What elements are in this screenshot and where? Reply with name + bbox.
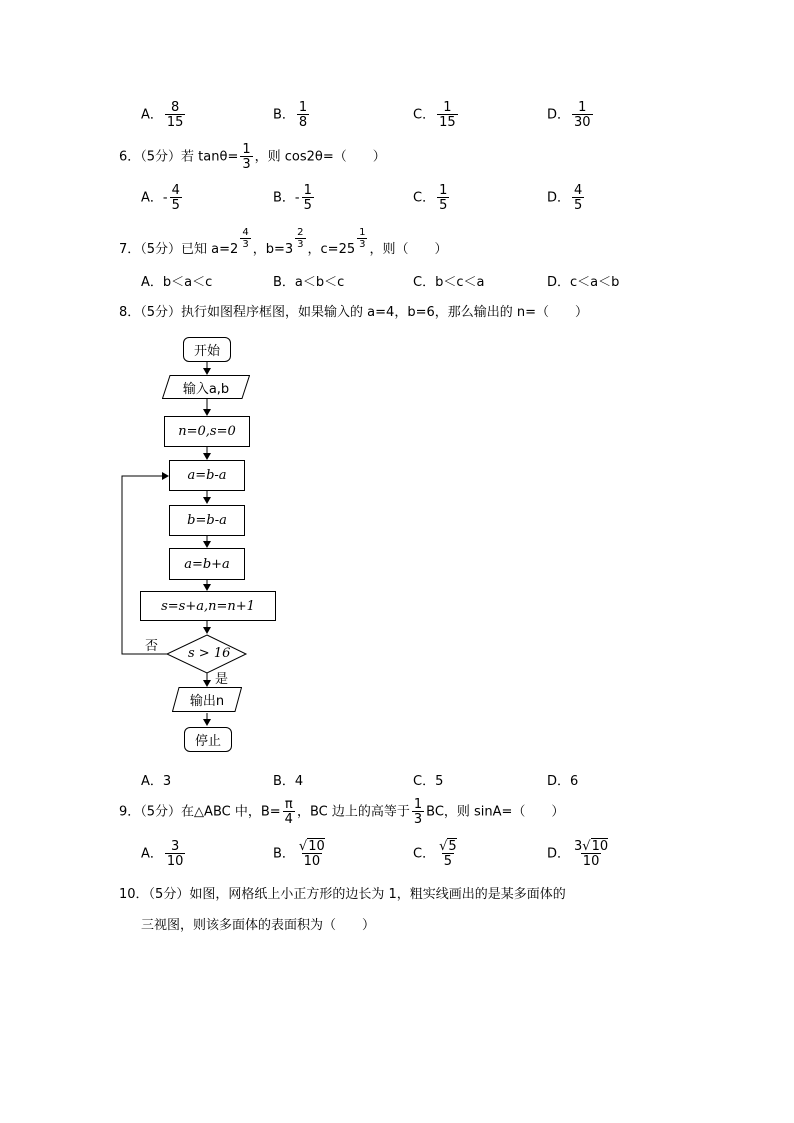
- q7-option-b: B．a＜b＜c: [273, 275, 345, 290]
- fraction: $\frac{√10}{10}$: [298, 839, 325, 869]
- flowchart-step-2: b=b-a: [169, 505, 245, 536]
- q5-option-d: D． $\frac{1}{30}$: [547, 100, 591, 130]
- q10-stem-line-1: 10．（5分）如图，网格纸上小正方形的边长为 1，粗实线画出的是某多面体的: [119, 887, 566, 902]
- fraction: $\frac{\pi}{4}$: [284, 797, 293, 827]
- q8-stem: 8．（5分）执行如图程序框图，如果输入的 a=4，b=6，那么输出的 n=（ ）: [119, 305, 588, 320]
- exponent: $\frac{4}{3}$: [242, 227, 249, 250]
- q5-option-b: B． $\frac{1}{8}$: [273, 100, 308, 130]
- flowchart-init: n=0,s=0: [164, 416, 250, 447]
- flowchart-yes-label: 是: [215, 672, 229, 687]
- flowchart-input: 输入a,b: [162, 375, 250, 399]
- q8-option-d: D．6: [547, 774, 579, 789]
- exponent: $\frac{1}{3}$: [359, 227, 366, 250]
- q9-option-a: A． $\frac{3}{10}$: [141, 839, 184, 869]
- q7-option-c: C．b＜c＜a: [413, 275, 485, 290]
- q7-stem: 7．（5分）已知 a=2 $\frac{4}{3}$ ，b=3 $\frac{2}{3}$ ，c=25 $\frac{1}{3}$ ，则（ ）: [119, 227, 448, 257]
- q6-option-d: D． $\frac{4}{5}$: [547, 183, 583, 213]
- q9-stem: 9．（5分）在△ABC 中，B= $\frac{\pi}{4}$ ，BC 边上的高等于 $\frac{1}{3}$ BC，则 sinA=（ ）: [119, 797, 565, 827]
- q9-option-c: C． $\frac{√5}{5}$: [413, 839, 457, 869]
- q5-option-a: A． $\frac{8}{15}$: [141, 100, 184, 130]
- fraction: $\frac{1}{8}$: [298, 100, 308, 130]
- sqrt-sign: √: [439, 839, 448, 854]
- q7-option-d: D．c＜a＜b: [547, 275, 620, 290]
- flowchart-condition: s > 16: [188, 646, 231, 661]
- q6-option-c: C． $\frac{1}{5}$: [413, 183, 448, 213]
- flowchart-stop: 停止: [184, 727, 232, 752]
- fraction: $\frac{1}{15}$: [439, 100, 456, 130]
- q5-option-c: C． $\frac{1}{15}$: [413, 100, 456, 130]
- flowchart-step-4: s=s+a,n=n+1: [140, 591, 276, 621]
- sqrt-sign: √: [582, 839, 591, 854]
- q8-option-a: A．3: [141, 774, 172, 789]
- flowchart-step-1: a=b-a: [169, 460, 245, 491]
- fraction: $\frac{1}{30}$: [574, 100, 591, 130]
- flowchart-step-3: a=b+a: [169, 548, 245, 580]
- sqrt-sign: √: [298, 839, 308, 854]
- fraction: $\frac{8}{15}$: [166, 100, 184, 130]
- fraction: $\frac{3√10}{10}$: [574, 839, 609, 869]
- q9-option-d: D． $\frac{3√10}{10}$: [547, 839, 609, 869]
- flowchart-no-label: 否: [145, 639, 159, 654]
- fraction: $\frac{√5}{5}$: [439, 839, 457, 869]
- q8-option-c: C．5: [413, 774, 444, 789]
- fraction: $\frac{1}{5}$: [303, 183, 312, 213]
- fraction: $\frac{4}{5}$: [171, 183, 180, 213]
- q9-option-b: B． $\frac{√10}{10}$: [273, 839, 325, 869]
- q6-stem: 6．（5分）若 tanθ= $\frac{1}{3}$ ，则 cos2θ=（ ）: [119, 142, 386, 172]
- fraction: $\frac{1}{3}$: [242, 142, 251, 172]
- q6-option-b: B．- $\frac{1}{5}$: [273, 183, 312, 213]
- fraction: $\frac{1}{5}$: [439, 183, 448, 213]
- exponent: $\frac{2}{3}$: [297, 227, 304, 250]
- q10-stem-line-2: 三视图，则该多面体的表面积为（ ）: [141, 918, 376, 933]
- flowchart-output: 输出n: [172, 687, 242, 712]
- q8-option-b: B．4: [273, 774, 304, 789]
- fraction: $\frac{3}{10}$: [166, 839, 184, 869]
- fraction: $\frac{4}{5}$: [574, 183, 583, 213]
- q7-option-a: A．b＜a＜c: [141, 275, 213, 290]
- q6-option-a: A．- $\frac{4}{5}$: [141, 183, 180, 213]
- fraction: $\frac{1}{3}$: [413, 797, 423, 827]
- flowchart-start: 开始: [183, 337, 231, 362]
